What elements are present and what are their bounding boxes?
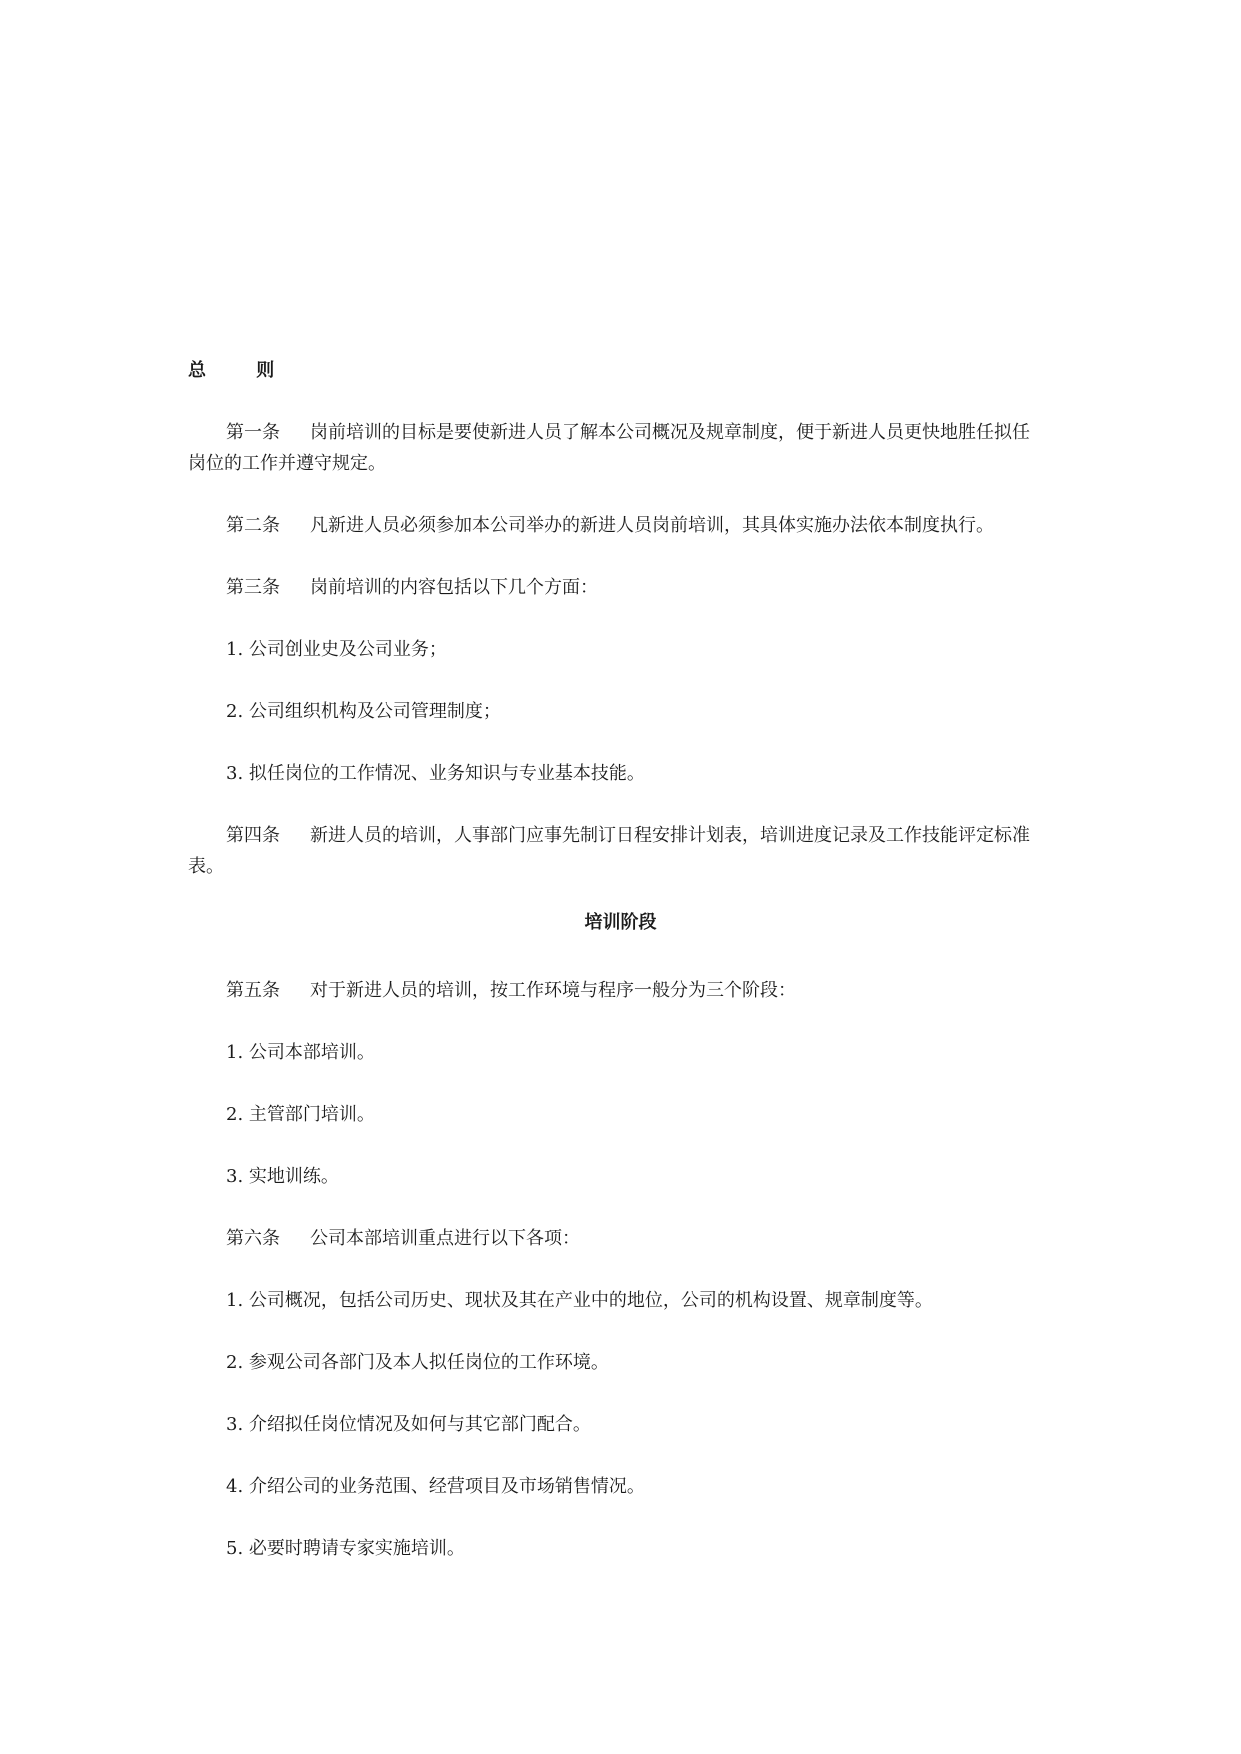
list-item: 2. 公司组织机构及公司管理制度； xyxy=(226,701,501,722)
list-item: 3. 介绍拟任岗位情况及如何与其它部门配合。 xyxy=(226,1414,591,1435)
list-item: 1. 公司创业史及公司业务； xyxy=(226,639,447,660)
article-text: 公司本部培训重点进行以下各项： xyxy=(310,1228,580,1249)
article-1 xyxy=(226,421,1030,445)
article-label: 第六条 xyxy=(226,1228,280,1249)
section-title-training-stages: 培训阶段 xyxy=(584,912,657,933)
list-item: 2. 参观公司各部门及本人拟任岗位的工作环境。 xyxy=(226,1352,609,1373)
article-6 xyxy=(226,1227,580,1251)
article-label: 第五条 xyxy=(226,980,280,1001)
article-2 xyxy=(226,514,994,538)
article-text: 岗前培训的目标是要使新进人员了解本公司概况及规章制度，便于新进人员更快地胜任拟任 xyxy=(310,422,1030,443)
article-label: 第三条 xyxy=(226,577,280,598)
article-4 xyxy=(226,824,1030,848)
article-label: 第四条 xyxy=(226,825,280,846)
article-text: 岗前培训的内容包括以下几个方面： xyxy=(310,577,598,598)
list-item: 5. 必要时聘请专家实施培训。 xyxy=(226,1538,465,1559)
article-text: 对于新进人员的培训，按工作环境与程序一般分为三个阶段： xyxy=(310,980,796,1001)
article-text: 新进人员的培训，人事部门应事先制订日程安排计划表，培训进度记录及工作技能评定标准 xyxy=(310,825,1030,846)
article-3 xyxy=(226,576,598,600)
list-item: 4. 介绍公司的业务范围、经营项目及市场销售情况。 xyxy=(226,1476,645,1497)
article-1-continuation: 岗位的工作并遵守规定。 xyxy=(188,453,386,474)
list-item: 1. 公司本部培训。 xyxy=(226,1042,375,1063)
list-item: 3. 拟任岗位的工作情况、业务知识与专业基本技能。 xyxy=(226,763,645,784)
section-title-general: 总 则 xyxy=(188,360,297,381)
article-label: 第一条 xyxy=(226,422,280,443)
list-item: 2. 主管部门培训。 xyxy=(226,1104,375,1125)
article-text: 凡新进人员必须参加本公司举办的新进人员岗前培训，其具体实施办法依本制度执行。 xyxy=(310,515,994,536)
list-item: 1. 公司概况，包括公司历史、现状及其在产业中的地位，公司的机构设置、规章制度等。 xyxy=(226,1290,933,1311)
article-label: 第二条 xyxy=(226,515,280,536)
article-4-continuation: 表。 xyxy=(188,856,224,877)
list-item: 3. 实地训练。 xyxy=(226,1166,339,1187)
article-5 xyxy=(226,979,796,1003)
